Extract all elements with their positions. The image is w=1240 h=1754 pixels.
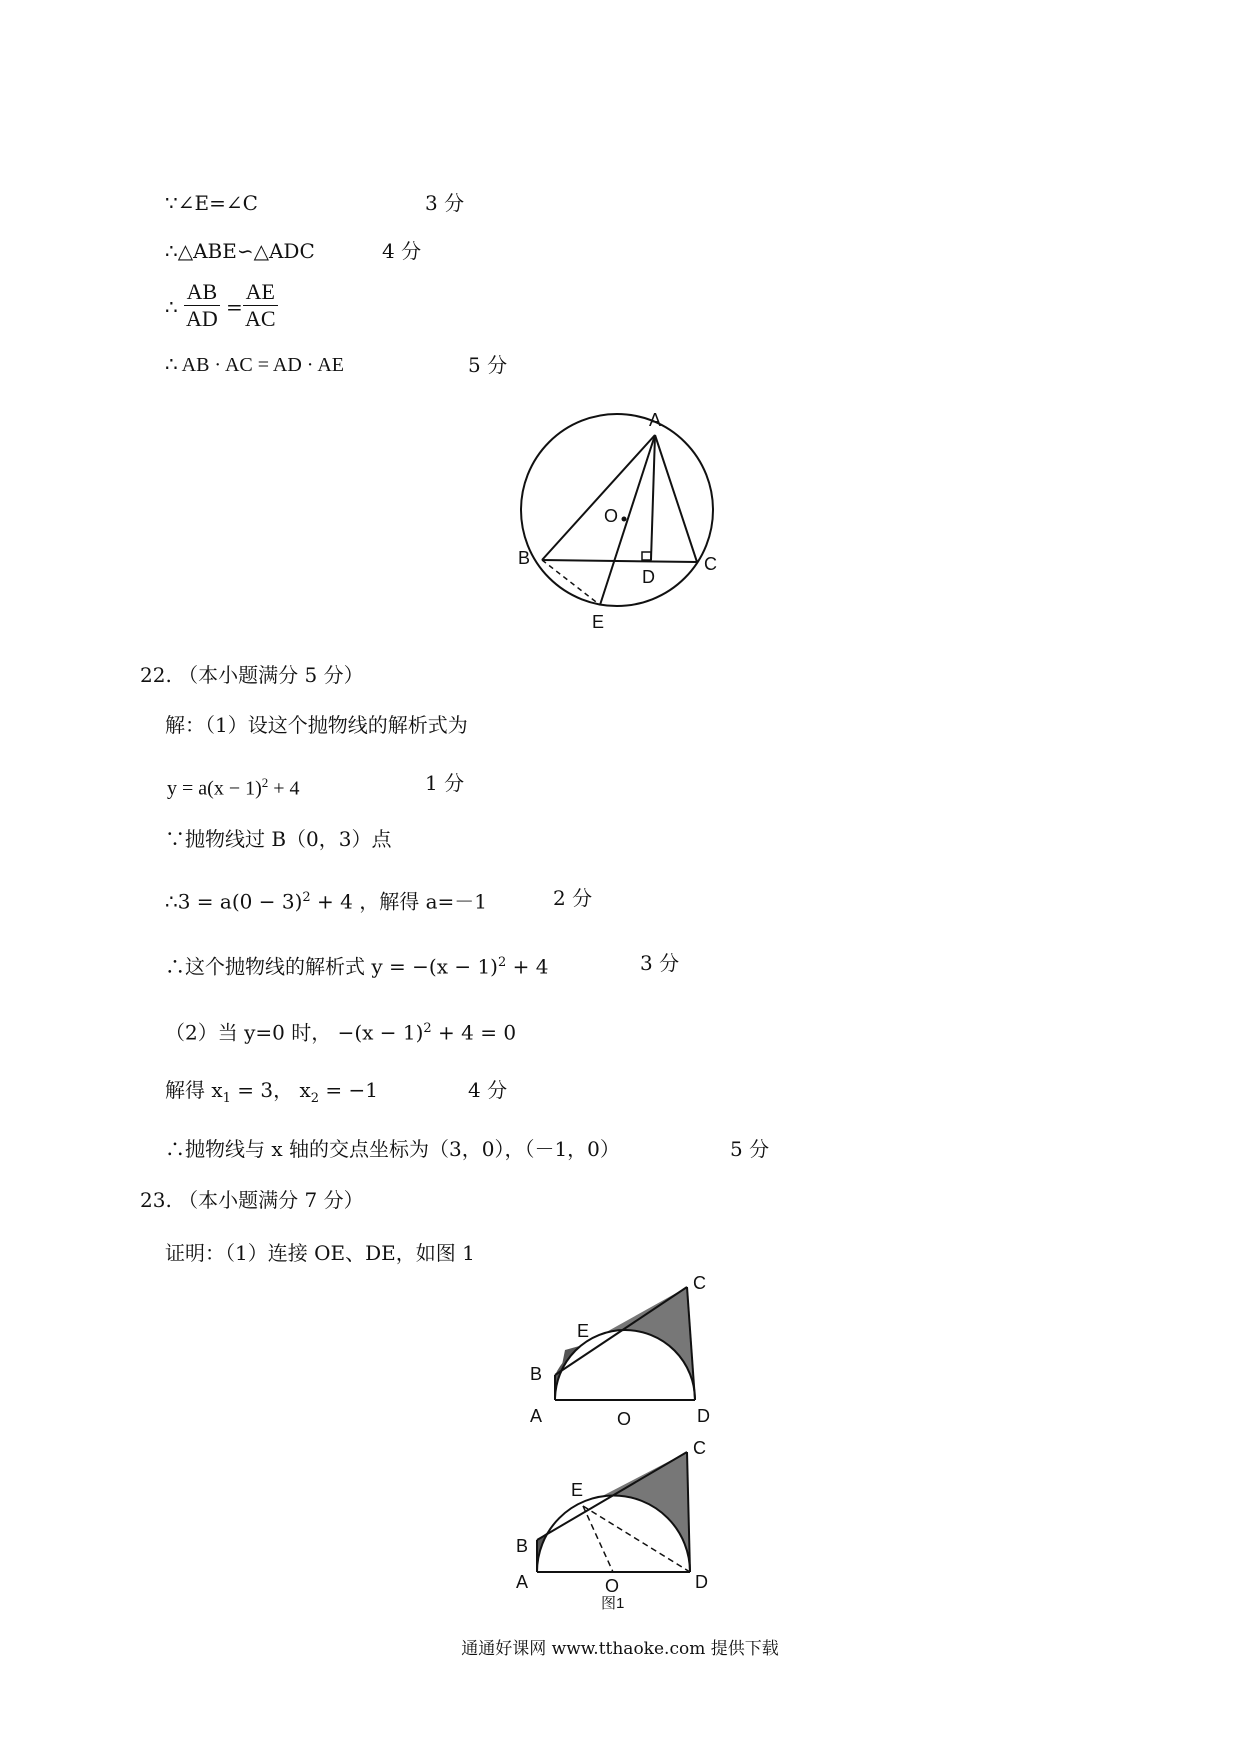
- fraction-denominator: AD: [186, 306, 218, 331]
- semicircle-figure-bottom: [515, 1440, 715, 1610]
- score-5-b: 5 分: [730, 1137, 770, 1161]
- label-d: D: [642, 567, 655, 587]
- page-footer: 通通好课网 www.tthaoke.com 提供下载: [461, 1639, 779, 1659]
- heading-23: 23. （本小题满分 7 分）: [140, 1188, 364, 1212]
- segment-ad: [651, 435, 655, 560]
- label-b: B: [516, 1536, 529, 1556]
- proof-intro: 证明：（1）连接 OE、DE，如图 1: [165, 1241, 475, 1265]
- segment-bc: [542, 560, 697, 562]
- label-a: A: [530, 1406, 543, 1426]
- product-equation: ∴ AB · AC = AD · AE: [165, 354, 345, 376]
- label-b: B: [518, 548, 531, 568]
- fraction-ab-ad: [184, 279, 220, 332]
- conclusion-similar-triangles: ∴△ABE∽△ADC: [165, 239, 315, 263]
- heading-22: 22. （本小题满分 5 分）: [140, 663, 364, 687]
- score-3: 3 分: [425, 191, 465, 215]
- label-c: C: [693, 1440, 706, 1458]
- score-3-b: 3 分: [640, 951, 680, 975]
- label-c: C: [693, 1275, 706, 1293]
- figure-caption: 图1: [601, 1595, 625, 1610]
- equals-sign: =: [226, 295, 243, 319]
- fraction-denominator: AC: [245, 306, 276, 331]
- reason-angle-equal: ∵∠E=∠C: [165, 191, 258, 215]
- fraction-numerator: AE: [243, 279, 278, 306]
- step-1-intro: 解：（1）设这个抛物线的解析式为: [165, 713, 468, 737]
- parabola-equation: ∴这个抛物线的解析式 $y = -(x - 1)^2 + 4$: [165, 954, 549, 979]
- therefore-symbol: ∴: [165, 295, 178, 319]
- label-a: A: [649, 410, 662, 430]
- score-4-b: 4 分: [468, 1078, 508, 1102]
- vertex-form-equation: $y = a(x - 1)^2 + 4$: [167, 775, 300, 800]
- score-2: 2 分: [553, 886, 593, 910]
- circle-figure: [500, 400, 740, 640]
- point-b-condition: ∵抛物线过 B（0，3）点: [165, 827, 392, 851]
- score-1: 1 分: [425, 771, 465, 795]
- step-2-condition: （2）当 y=0 时， $-(x - 1)^2 + 4 = 0$: [165, 1020, 517, 1045]
- fraction-numerator: AB: [184, 279, 220, 306]
- fraction-ae-ac: [243, 279, 278, 332]
- label-b: B: [530, 1364, 543, 1384]
- intersection-points: ∴抛物线与 x 轴的交点坐标为（3，0），（－1，0）: [165, 1137, 620, 1161]
- semicircle-figure-top: [525, 1275, 725, 1435]
- label-d: D: [695, 1572, 708, 1592]
- label-o: O: [605, 1576, 620, 1596]
- score-5: 5 分: [468, 353, 508, 377]
- label-d: D: [697, 1406, 710, 1426]
- center-point: [622, 517, 627, 522]
- segment-ac: [655, 435, 697, 562]
- segment-be-dashed: [542, 560, 600, 605]
- right-angle-mark: [642, 552, 651, 560]
- roots: 解得 $x_1 = 3$， $x_2 = -1$: [165, 1078, 379, 1106]
- score-4: 4 分: [382, 239, 422, 263]
- label-o: O: [617, 1409, 632, 1429]
- label-c: C: [704, 554, 717, 574]
- solve-a: ∴3 = $a(0 - 3)^2 + 4$ ，解得 a=－1: [165, 889, 487, 914]
- label-e: E: [577, 1321, 590, 1341]
- label-e: E: [592, 612, 605, 632]
- label-o: O: [604, 506, 619, 526]
- segment-ab: [542, 435, 655, 560]
- label-e: E: [571, 1480, 584, 1500]
- label-a: A: [516, 1572, 529, 1592]
